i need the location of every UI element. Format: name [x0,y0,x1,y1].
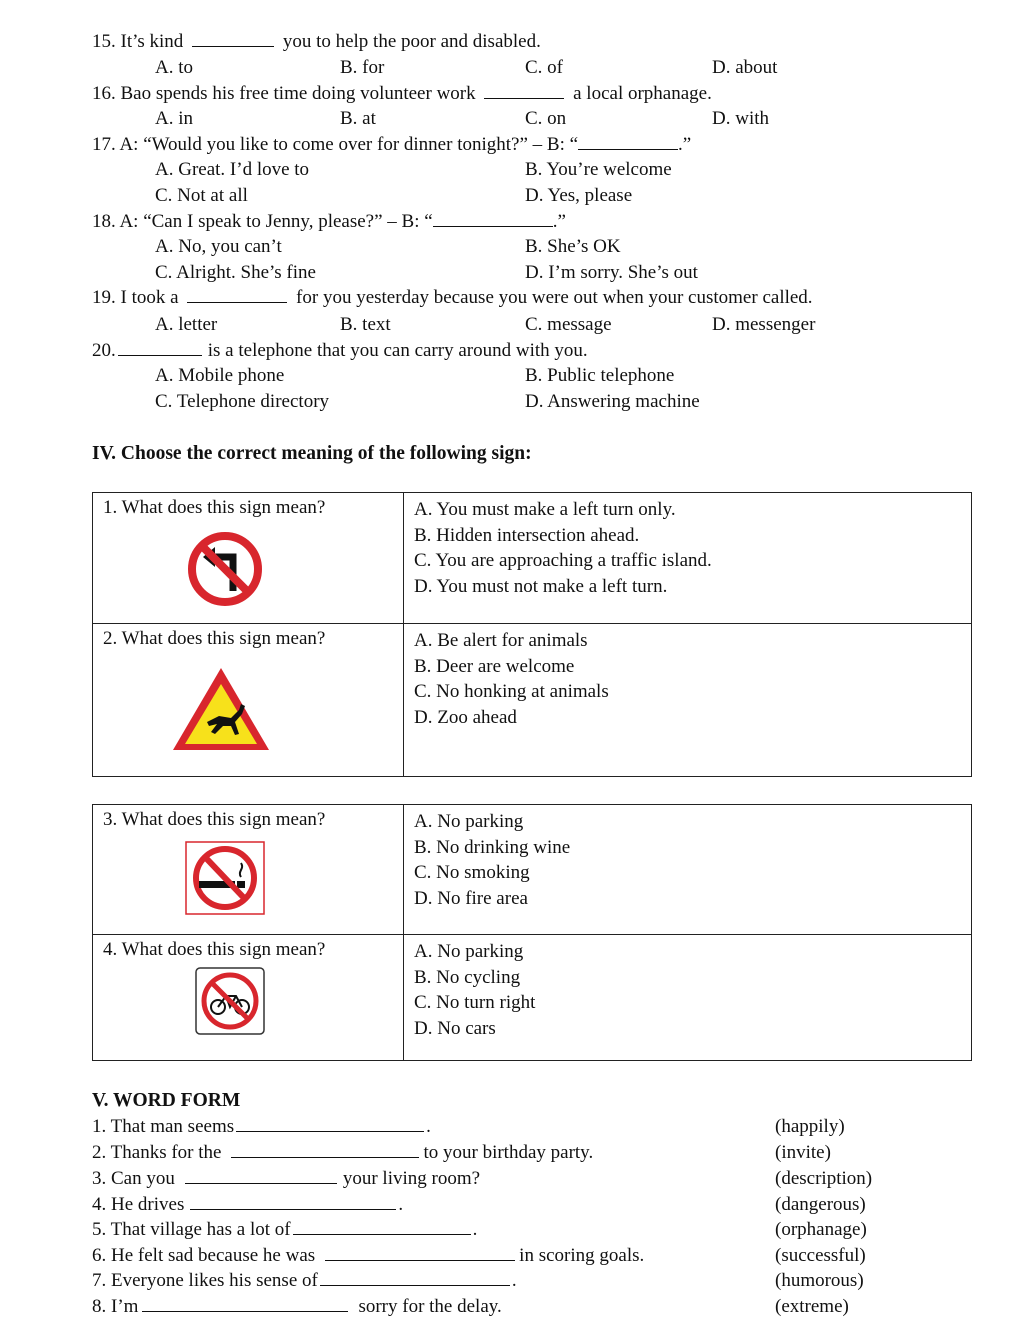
sign-question: 2. What does this sign mean? [103,628,326,649]
option-b[interactable]: B. Public telephone [525,365,675,386]
option-c[interactable]: C. message [525,314,612,335]
sign-question-cell [93,624,404,777]
question-stem: I took a [120,287,179,308]
sign-row [93,935,972,1061]
option-d[interactable]: D. messenger [712,314,816,335]
word-form-item [92,1142,593,1164]
option-b[interactable]: B. She’s OK [525,236,621,257]
option-c[interactable]: C. No smoking [414,862,530,883]
option-d[interactable]: D. with [712,108,769,129]
question-16 [92,83,712,105]
question-19 [92,287,813,309]
question-stem-end: a local orphanage. [573,83,712,104]
option-a[interactable]: A. No parking [414,811,524,832]
question-stem: It’s kind [120,31,184,52]
option-b[interactable]: B. No drinking wine [414,836,571,858]
option-c[interactable]: C. Alright. She’s fine [155,262,316,283]
word-hint: (description) [775,1168,873,1189]
question-stem-end: .” [552,211,566,232]
answer-blank[interactable] [231,1142,419,1158]
word-form-text: 1. That man seems [92,1116,235,1137]
option-c[interactable]: C. No turn right [414,992,536,1013]
section-iv-title: IV. Choose the correct meaning of the following sign: [92,443,532,464]
signs-table-2 [92,804,972,1061]
word-form-text: 5. That village has a lot of [92,1219,291,1240]
word-form-text: 7. Everyone likes his sense of [92,1270,318,1291]
word-form-text: 4. He drives [92,1194,185,1215]
option-b[interactable]: B. text [340,314,391,335]
option-d[interactable]: D. Yes, please [525,185,633,206]
question-stem: Bao spends his free time doing volunteer work [120,83,476,104]
option-b[interactable]: B. for [340,57,385,78]
sign-row [93,493,972,624]
word-form-text: 6. He felt sad because he was [92,1245,316,1266]
sign-question-cell [93,493,404,624]
question-number: 18. [92,211,116,232]
question-stem-end: you to help the poor and disabled. [282,31,541,52]
word-hint: (orphanage) [775,1219,867,1240]
sign-options-cell [404,493,972,624]
word-form-text-end: . [426,1116,431,1137]
question-stem-end: .” [678,134,692,155]
sign-row [93,805,972,935]
answer-blank[interactable] [118,340,202,356]
word-form-item [92,1219,477,1241]
option-a[interactable]: A. No, you can’t [155,236,282,257]
question-18 [92,211,566,233]
question-number: 20. [92,340,116,361]
word-hint: (invite) [775,1142,831,1163]
option-b[interactable]: B. No cycling [414,966,521,988]
question-stem: A: “Can I speak to Jenny, please?” – B: “ [119,211,433,232]
option-c[interactable]: C. No honking at animals [414,681,609,702]
sign-options-cell [404,805,972,935]
option-b[interactable]: B. at [340,108,376,129]
word-form-item [92,1245,644,1267]
word-form-item [92,1270,517,1292]
answer-blank[interactable] [187,287,287,303]
answer-blank[interactable] [185,1168,337,1184]
word-form-text-end: . [472,1219,478,1240]
answer-blank[interactable] [578,134,678,150]
sign-question: 3. What does this sign mean? [103,809,326,830]
word-hint: (successful) [775,1245,866,1266]
question-20 [92,340,588,362]
option-a[interactable]: A. in [155,108,193,129]
word-form-text: 8. I’m [92,1296,139,1317]
question-stem-end: is a telephone that you can carry around with you. [207,340,588,361]
option-d[interactable]: D. No cars [414,1017,496,1039]
word-form-text-end: . [511,1270,517,1291]
sign-options-cell [404,624,972,777]
option-a[interactable]: A. letter [155,314,218,335]
question-number: 15. [92,31,116,52]
option-b[interactable]: B. You’re welcome [525,159,672,180]
question-17 [92,134,691,156]
answer-blank[interactable] [484,83,564,99]
option-d[interactable]: D. Answering machine [525,391,700,412]
word-hint: (happily) [775,1116,845,1137]
answer-blank[interactable] [325,1245,515,1261]
question-15 [92,31,541,53]
option-a[interactable]: A. No parking [414,941,524,962]
word-form-text-end: to your birthday party. [423,1142,594,1163]
option-a[interactable]: A. to [155,57,193,78]
no-cycling-sign-icon [195,967,265,1035]
answer-blank[interactable] [142,1296,348,1312]
option-c[interactable]: C. You are approaching a traffic island. [414,550,712,571]
answer-blank[interactable] [192,31,274,47]
answer-blank[interactable] [293,1219,471,1235]
option-a[interactable]: A. You must make a left turn only. [414,499,676,520]
sign-options-cell [404,935,972,1061]
question-number: 19. [92,287,116,308]
section-v-title: V. WORD FORM [92,1090,241,1111]
question-stem-end: for you yesterday because you were out when your customer called. [296,287,813,308]
option-d[interactable]: D. Zoo ahead [414,706,517,728]
option-a[interactable]: A. Mobile phone [155,365,285,386]
question-number: 17. [92,134,116,155]
word-hint: (dangerous) [775,1194,866,1215]
option-b[interactable]: B. Hidden intersection ahead. [414,524,640,546]
word-hint: (humorous) [775,1270,864,1291]
option-c[interactable]: C. of [525,57,563,78]
sign-question: 1. What does this sign mean? [103,497,326,518]
question-number: 16. [92,83,116,104]
signs-table-1 [92,492,972,777]
option-c[interactable]: C. Telephone directory [155,391,330,412]
answer-blank[interactable] [433,211,553,227]
no-left-turn-sign-icon [185,529,265,609]
deer-crossing-sign-icon [169,664,273,754]
word-form-item [92,1116,431,1138]
word-form-item [92,1168,480,1190]
option-c[interactable]: C. Not at all [155,185,248,206]
answer-blank[interactable] [236,1116,424,1132]
option-d[interactable]: D. about [712,57,778,78]
option-b[interactable]: B. Deer are welcome [414,655,575,677]
word-form-text: 3. Can you [92,1168,175,1189]
word-form-text-end: in scoring goals. [519,1245,645,1266]
option-a[interactable]: A. Great. I’d love to [155,159,310,180]
option-d[interactable]: D. You must not make a left turn. [414,575,668,597]
no-smoking-sign-icon [185,841,265,915]
option-d[interactable]: D. I’m sorry. She’s out [525,262,698,283]
word-form-text-end: sorry for the delay. [358,1296,502,1317]
word-form-item [92,1194,403,1216]
word-form-text-end: your living room? [342,1168,481,1189]
answer-blank[interactable] [320,1270,510,1286]
sign-question-cell [93,935,404,1061]
word-hint: (extreme) [775,1296,849,1317]
option-c[interactable]: C. on [525,108,567,129]
word-form-text: 2. Thanks for the [92,1142,222,1163]
sign-row [93,624,972,777]
question-stem: A: “Would you like to come over for dinner tonight?” – B: “ [119,134,579,155]
word-form-text-end: . [398,1194,404,1215]
option-d[interactable]: D. No fire area [414,887,528,909]
sign-question: 4. What does this sign mean? [103,939,326,960]
sign-question-cell [93,805,404,935]
answer-blank[interactable] [190,1194,396,1210]
option-a[interactable]: A. Be alert for animals [414,630,588,651]
